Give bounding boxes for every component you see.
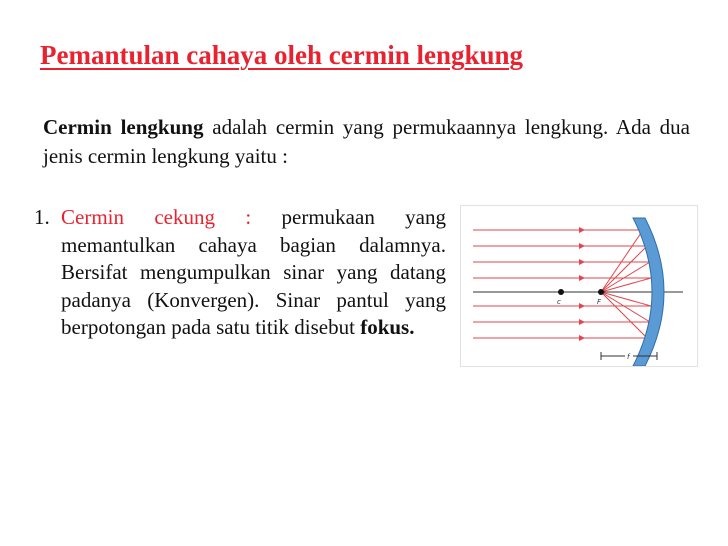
list-item-body: [61, 204, 446, 342]
center-point: [558, 289, 564, 295]
intro-text: adalah cermin yang permukaannya lengkung. Ada dua jenis cermin lengkung yaitu :: [43, 115, 690, 168]
focus-point: [598, 289, 604, 295]
list-item-concave-mirror: [34, 204, 446, 342]
concave-mirror-term: Cermin cekung :: [61, 205, 252, 229]
concave-mirror-svg: [461, 206, 697, 366]
concave-mirror-description: permukaan yang memantulkan cahaya bagian dalamnya. Bersifat mengumpulkan sinar yang datang padanya (Konvergen). Sinar pantul yang berpotongan pada satu titik disebut: [61, 205, 446, 339]
label-f: F: [597, 298, 602, 306]
incident-rays: [473, 230, 651, 338]
intro-paragraph: [43, 113, 690, 171]
label-focal-length: f: [627, 353, 630, 361]
slide-title: Pemantulan cahaya oleh cermin lengkung: [40, 40, 524, 70]
label-c: c: [557, 298, 561, 306]
ray-arrows: [579, 227, 585, 341]
concave-mirror-diagram: [460, 205, 698, 367]
focus-term: fokus.: [360, 315, 415, 339]
intro-term: Cermin lengkung: [43, 115, 204, 139]
list-number: 1.: [34, 205, 50, 229]
